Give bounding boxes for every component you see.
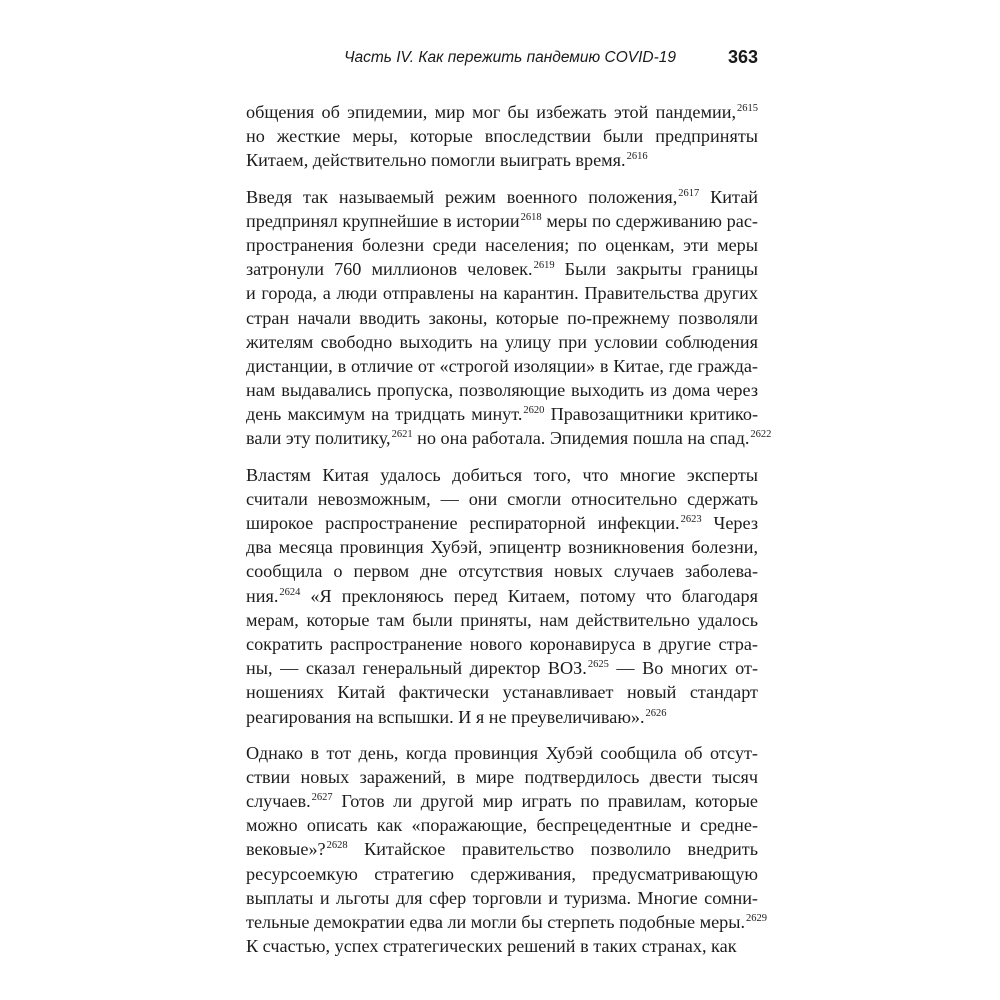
text-line (246, 233, 758, 257)
line-text: ны, — сказал генеральный директор ВОЗ. (246, 658, 587, 679)
text-line (246, 487, 758, 511)
footnote-ref: 2620 (523, 405, 545, 417)
line-text: вали эту политику, (246, 428, 391, 449)
line-text: предпринял крупнейшие в истории (246, 210, 520, 231)
footnote-ref: 2624 (279, 586, 301, 598)
paragraph (246, 185, 772, 451)
text-line (246, 281, 758, 305)
text-line (246, 185, 758, 209)
text-line (246, 306, 758, 330)
text-line (246, 656, 758, 680)
line-text: выплаты и льготы для сфер торговли и туризма. Многие сомни- (246, 887, 758, 908)
footnote-ref: 2618 (520, 211, 542, 223)
footnote-ref: 2629 (746, 913, 768, 924)
footnote-ref: 2615 (737, 103, 758, 114)
line-text: ношениях Китай фактически устанавливает новый стандарт (246, 682, 758, 703)
text-line (246, 608, 758, 632)
line-text: ствии новых заражений, в мире подтвердилось двести тысяч (246, 766, 758, 787)
paragraph (246, 741, 768, 959)
text-line (246, 680, 758, 704)
line-text: реагирования на вспышки. И я не преувеличиваю». (246, 706, 645, 727)
footnote-ref: 2621 (391, 429, 413, 441)
text-line (246, 378, 758, 402)
line-text: но она работала. Эпидемия пошла на спад. (412, 428, 750, 449)
text-line (246, 934, 758, 958)
text-line (246, 632, 758, 656)
text-line (246, 209, 758, 233)
footnote-ref: 2625 (587, 659, 609, 671)
line-text: два месяца провинция Хубэй, эпицентр возникновения болезни, (246, 537, 758, 558)
line-text: Китай (699, 186, 759, 207)
line-text: общения об эпидемии, мир мог бы избежать этой пандемии, (246, 102, 736, 122)
footnote-ref: 2616 (626, 151, 648, 163)
line-text: — Во многих от- (608, 658, 758, 679)
text-line (246, 789, 758, 813)
line-text: Китаем, действительно помогли выиграть время. (246, 150, 626, 171)
text-line (246, 813, 758, 837)
line-text: Властям Китая удалось добиться того, что многие эксперты (246, 464, 758, 485)
line-text: считали невозможным, — они смогли относительно сдержать (246, 488, 758, 509)
line-text: сократить распространение нового коронавируса в другие стра- (246, 633, 758, 654)
line-text: случаев. (246, 791, 311, 812)
line-text: Были закрыты границы (554, 259, 758, 280)
text-line (246, 124, 758, 148)
running-head (246, 47, 758, 75)
text-line (246, 100, 758, 124)
body-text (246, 100, 772, 970)
line-text: сообщила о первом дне отсутствия новых случаев заболева- (246, 561, 758, 582)
paragraph (246, 100, 758, 173)
footnote-ref: 2623 (680, 514, 702, 525)
line-text: жителям свободно выходить на улицу при условии соблюдения (246, 331, 758, 352)
line-text: вековые»? (246, 839, 326, 860)
text-line (246, 862, 758, 886)
line-text: К счастью, успех стратегических решений в таких странах, как (246, 936, 737, 957)
line-text: дистанции, в отличие от «строгой изоляции» в Китае, где гражда- (246, 355, 758, 376)
footnote-ref: 2617 (678, 187, 700, 199)
line-text: мерам, которые там были приняты, нам действительно удалось (246, 609, 758, 630)
footnote-ref: 2619 (533, 260, 555, 272)
text-line (246, 837, 758, 861)
line-text: Правозащитники критико- (544, 404, 758, 425)
text-line (246, 354, 758, 378)
text-line (246, 910, 768, 934)
text-line (246, 463, 758, 487)
line-text: затронули 760 миллионов человек. (246, 259, 533, 280)
text-line (246, 402, 758, 426)
text-line (246, 535, 758, 559)
line-text: Китайское правительство позволило внедрить (347, 839, 758, 860)
text-line (246, 705, 758, 729)
line-text: тельные демократии едва ли могли бы стерпеть подобные меры. (246, 912, 746, 932)
line-text: меры по сдерживанию рас- (541, 210, 758, 231)
line-text: и города, а люди отправлены на карантин. Правительства других (246, 283, 758, 304)
line-text: ния. (246, 585, 279, 606)
line-text: Через (701, 513, 759, 533)
line-text: пространения болезни среди населения; по оценкам, эти меры (246, 234, 758, 255)
text-line (246, 511, 758, 535)
text-line (246, 765, 758, 789)
line-text: «Я преклоняюсь перед Китаем, потому что благодаря (300, 585, 758, 606)
line-text: широкое распространение респираторной инфекции. (246, 513, 680, 533)
line-text: можно описать как «поражающие, беспрецедентные и средне- (246, 815, 758, 836)
line-text: Однако в тот день, когда провинция Хубэй сообщила об отсут- (246, 742, 758, 763)
text-line (246, 559, 758, 583)
line-text: Готов ли другой мир играть по правилам, которые (332, 791, 758, 812)
text-line (246, 148, 758, 172)
line-text: Введя так называемый режим военного положения, (246, 186, 678, 207)
paragraph (246, 463, 758, 729)
text-line (246, 257, 758, 281)
footnote-ref: 2628 (326, 840, 348, 852)
footnote-ref: 2627 (311, 792, 333, 804)
text-line (246, 584, 758, 608)
line-text: день максимум на тридцать минут. (246, 404, 523, 425)
text-line (246, 426, 772, 450)
line-text: нам выдавались пропуска, позволяющие выходить из дома через (246, 380, 758, 401)
text-line (246, 741, 758, 765)
chapter-title: Часть IV. Как пережить пандемию COVID-19 (344, 49, 676, 66)
line-text: стран начали вводить законы, которые по-прежнему позволяли (246, 307, 758, 328)
line-text: ресурсоемкую стратегию сдерживания, предусматривающую (246, 863, 758, 884)
line-text: но жесткие меры, которые впоследствии были предприняты (246, 126, 758, 147)
footnote-ref: 2622 (750, 429, 772, 441)
text-line (246, 330, 758, 354)
footnote-ref: 2626 (645, 707, 667, 719)
text-line (246, 886, 758, 910)
page-number: 363 (727, 47, 758, 67)
